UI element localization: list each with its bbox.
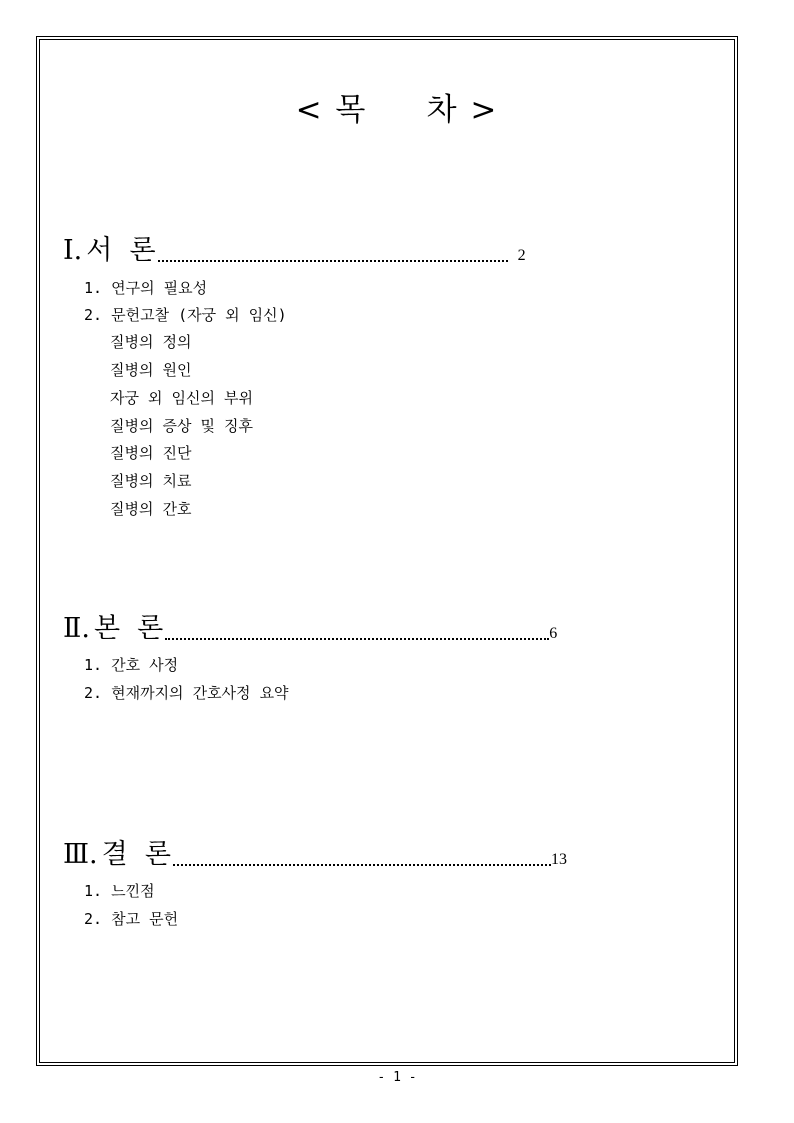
section-1-numeral: Ⅰ. xyxy=(63,235,83,266)
toc-item[interactable]: 2. 참고 문헌 xyxy=(84,910,179,928)
toc-item[interactable]: 2. 현재까지의 간호사정 요약 xyxy=(84,684,289,702)
toc-title: < 목 차 > xyxy=(295,92,499,128)
page-number-footer: - 1 - xyxy=(377,1070,417,1085)
toc-subitem[interactable]: 자궁 외 임신의 부위 xyxy=(110,389,254,407)
toc-item[interactable]: 2. 문헌고찰 (자궁 외 임신) xyxy=(84,306,287,324)
dot-leader xyxy=(158,260,508,262)
toc-subitem[interactable]: 질병의 간호 xyxy=(110,500,192,518)
toc-subitem[interactable]: 질병의 증상 및 징후 xyxy=(110,417,254,435)
toc-item[interactable]: 1. 간호 사정 xyxy=(84,656,179,674)
toc-item[interactable]: 1. 느낀점 xyxy=(84,882,155,900)
toc-section-1[interactable] xyxy=(63,230,526,266)
section-1-page-number: 2 xyxy=(517,247,526,264)
section-2-page-number: 6 xyxy=(549,625,558,642)
dot-leader xyxy=(165,638,549,640)
section-1-title: 서 론 xyxy=(86,235,156,266)
section-3-title: 결 론 xyxy=(101,839,171,870)
toc-subitem[interactable]: 질병의 원인 xyxy=(110,361,192,379)
toc-section-2[interactable] xyxy=(63,608,557,644)
toc-section-3[interactable] xyxy=(63,834,567,870)
toc-subitem[interactable]: 질병의 치료 xyxy=(110,472,192,490)
dot-leader xyxy=(173,864,551,866)
toc-subitem[interactable]: 질병의 진단 xyxy=(110,444,192,462)
section-2-numeral: Ⅱ. xyxy=(63,613,90,644)
section-2-title: 본 론 xyxy=(93,613,164,644)
section-3-numeral: Ⅲ. xyxy=(63,839,98,870)
toc-subitem[interactable]: 질병의 정의 xyxy=(110,333,192,351)
section-3-page-number: 13 xyxy=(550,851,567,868)
toc-item[interactable]: 1. 연구의 필요성 xyxy=(84,279,208,297)
